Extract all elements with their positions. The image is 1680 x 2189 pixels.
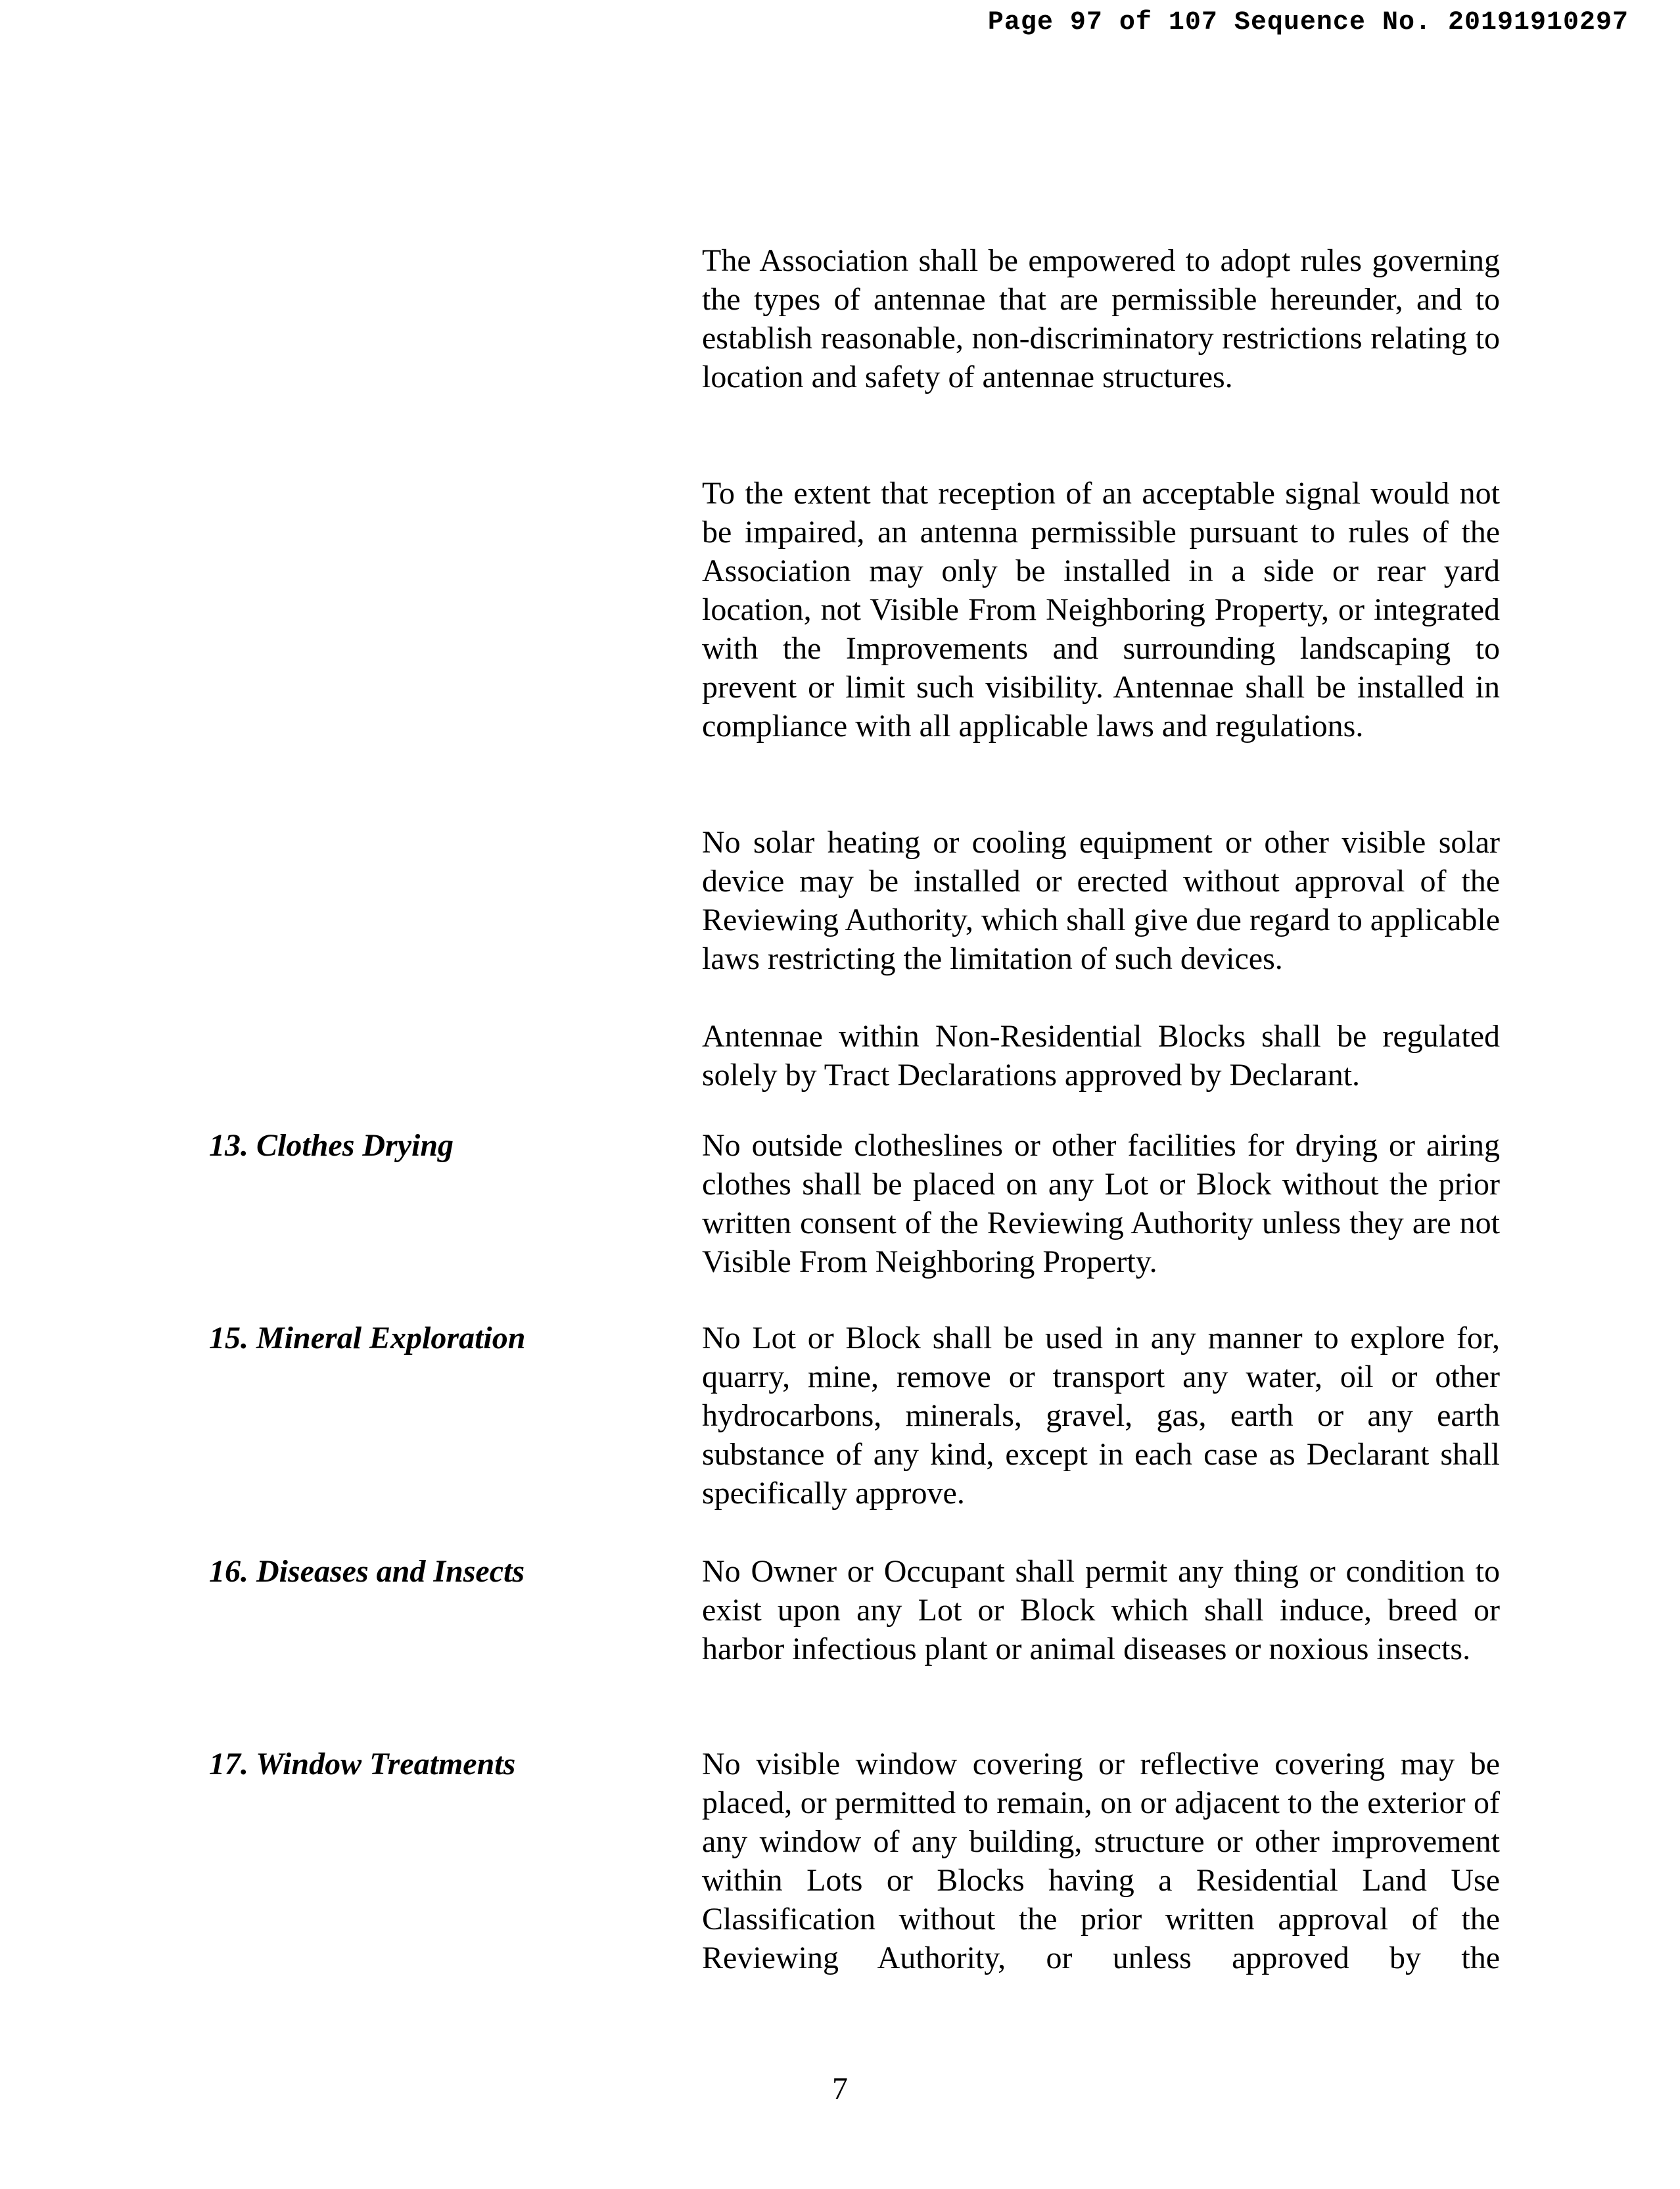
section-heading-diseases-insects: 16. Diseases and Insects bbox=[209, 1554, 525, 1589]
solar-device-paragraph: No solar heating or cooling equipment or other visible solar device may be installed or erected without approval of the Reviewing Authority, which shall give due regard to applicable laws restricting the limitation of such devices. bbox=[702, 825, 1500, 976]
section-heading-clothes-drying: 13. Clothes Drying bbox=[209, 1128, 454, 1163]
section-heading-mineral-exploration: 15. Mineral Exploration bbox=[209, 1321, 526, 1355]
page-number: 7 bbox=[832, 2071, 848, 2106]
antenna-placement-paragraph: To the extent that reception of an acceptable signal would not be impaired, an antenna permissible pursuant to rules of the Association may only be installed in a side or rear yard location, not Visible From Neighboring Property, or integrated with the Improvements and surrounding landscaping to prevent or limit such visibility. Antennae shall be installed in compliance with all applicable laws and regulations. bbox=[702, 476, 1500, 743]
section-text-window-treatments: No visible window covering or reflective covering may be placed, or permitted to remain, on or adjacent to the exterior of any window of any building, structure or other improvement within Lots or Blocks having a Residential Land Use Classification without the prior written approval of the Reviewing Authority, or unless approved by the bbox=[702, 1747, 1500, 1975]
page-sequence-header: Page 97 of 107 Sequence No. 20191910297 bbox=[987, 8, 1629, 37]
section-text-mineral-exploration: No Lot or Block shall be used in any manner to explore for, quarry, mine, remove or transport any water, oil or other hydrocarbons, minerals, gravel, gas, earth or any earth substance of any kind, except in each case as Declarant shall specifically approve. bbox=[702, 1321, 1500, 1511]
section-text-clothes-drying: No outside clotheslines or other facilities for drying or airing clothes shall be placed on any Lot or Block without the prior written consent of the Reviewing Authority unless they are not Visible From Neighboring Property. bbox=[702, 1128, 1500, 1279]
antennae-rules-paragraph: The Association shall be empowered to adopt rules governing the types of antennae that are permissible hereunder, and to establish reasonable, non-discriminatory restrictions relating to location and safety of antennae structures. bbox=[702, 243, 1500, 394]
non-residential-antennae-paragraph: Antennae within Non-Residential Blocks shall be regulated solely by Tract Declarations approved by Declarant. bbox=[702, 1019, 1500, 1093]
section-text-diseases-insects: No Owner or Occupant shall permit any thing or condition to exist upon any Lot or Block which shall induce, breed or harbor infectious plant or animal diseases or noxious insects. bbox=[702, 1554, 1500, 1666]
section-heading-window-treatments: 17. Window Treatments bbox=[209, 1747, 516, 1781]
